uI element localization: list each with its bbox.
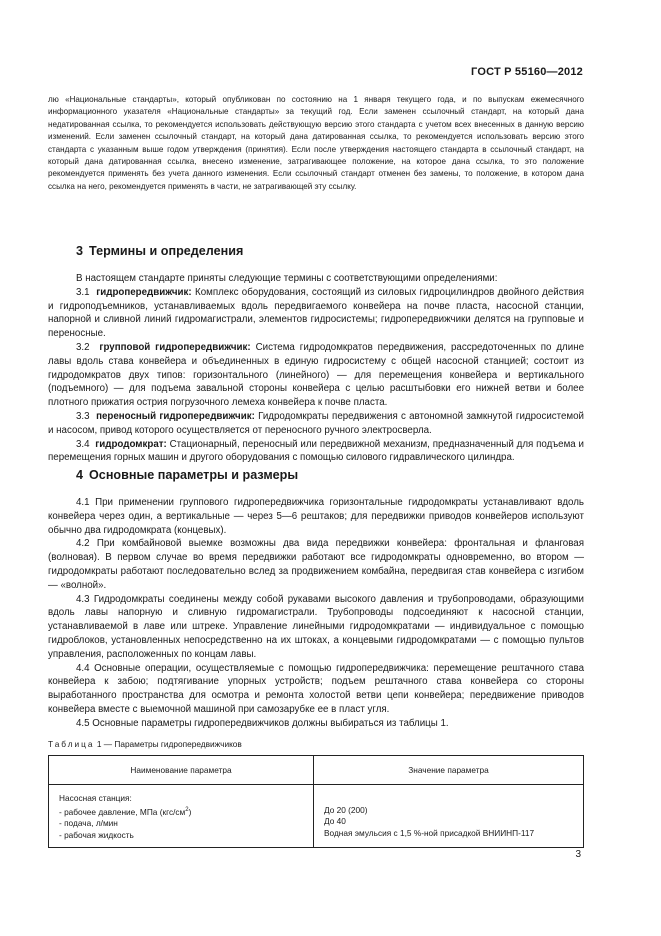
table-header-row [49, 756, 584, 785]
parameter-value: До 20 (200) [324, 804, 368, 815]
term-3-3 [48, 410, 584, 438]
column-header-parameter-value: Значение параметра [314, 756, 584, 785]
parameter-name-tail: ) [188, 806, 192, 817]
section-4-title: Основные параметры и размеры [89, 468, 299, 482]
standard-designation: ГОСТ Р 55160—2012 [471, 66, 583, 78]
page-number: 3 [575, 849, 581, 860]
term-definition: Комплекс оборудования, состоящий из силовых гидроцилиндров двойного действия и гидроподъемников, устанавливаемых вдоль передвигаемого конвейера на почве пласта, насосной станции, напорной и сливной линий гидромагистрали, элементов гидросистемы; гидропередвижчики делятся на групповые и переносные. [48, 286, 584, 340]
parameter-name-text: - рабочее давление, МПа (кгс/см [59, 806, 186, 817]
section-4-heading [76, 468, 298, 482]
term-3-2 [48, 341, 584, 410]
term-name: гидропередвижчик: [96, 286, 192, 298]
section-3-number: 3 [76, 244, 84, 258]
table-1-caption [48, 739, 242, 749]
parameter-value: До 40 [324, 816, 346, 827]
term-3-1 [48, 286, 584, 341]
section-4-number: 4 [76, 468, 84, 482]
term-definition: Стационарный, переносный или передвижной механизм, предназначенный для подъема и перемещения горных машин и другого оборудования с помощью силового гидравлического цилиндра. [48, 438, 585, 464]
paragraph-4-4: 4.4 Основные операции, осуществляемые с помощью гидропередвижчика: перемещение рештачного става конвейера к забою; подтягивание упорных устройств; подъем рештачного става конвейера со стороны выработанного пространства для осмотра и ремонта холостой ветви цепи конвейера; передвижение приводов конвейера вместе с выемочной машиной при самозарубке ее в пласт угля. [48, 662, 584, 715]
parameter-name [59, 805, 305, 818]
term-3-4 [48, 438, 584, 466]
section-3-lead: В настоящем стандарте приняты следующие термины с соответствующими определениями: [76, 273, 498, 284]
term-definition: Система гидродомкратов передвижения, рассредоточенных по длине лавы вдоль става конвейера и объединенных в единую гидросистему с общей насосной станцией; состоит из гидродомкратов двух типов: горизонтального (линейного) — для перемещения конвейера и вертикального (подъемного) — для подъема завальной стороны конвейера с целью расштыбовки его нижней ветви и более плотного прижатия острия погрузочного лемеха конвейера к почве пласта. [48, 341, 585, 409]
term-number: 3.1 [76, 286, 90, 298]
intro-paragraph: лю «Национальные стандарты», который опубликован по состоянию на 1 января текущего года, и по выпускам ежемесячного информационного указателя «Национальные стандарты» за текущий год. Если заменен ссылочный стандарт, на который дана недатированная ссылка, то рекомендуется использовать действующую версию этого стандарта с учетом всех внесенных в данную версию изменений. Если заменен ссылочный стандарт, на который дана датированная ссылка, то рекомендуется использовать версию этого стандарта с указанным выше годом утверждения (принятия). Если после утверждения настоящего стандарта в ссылочный стандарт, на который дана датированная ссылка, внесено изменение, затрагивающее положение, на которое дана ссылка, то это положение рекомендуется применять без учета данного изменения. Если ссылочный стандарт отменен без замены, то положение, в котором дана ссылка на него, рекомендуется применять в части, не затрагивающей эту ссылку. [48, 95, 584, 191]
table-row [49, 785, 584, 848]
table-caption-word: Таблица [48, 739, 95, 749]
parameter-name-cell [49, 785, 314, 848]
column-header-parameter-name: Наименование параметра [49, 756, 314, 785]
term-name: гидродомкрат: [95, 438, 167, 450]
parameters-table [48, 755, 584, 848]
section-4-body [48, 496, 584, 731]
paragraph-4-3: 4.3 Гидродомкраты соединены между собой рукавами высокого давления и трубопроводами, образующими вдоль лавы напорную и сливную гидромагистрали. Трубопроводы подсоединяют к насосной станции, устанавливаемой в лаве или штреке. Управление линейными гидродомкратами — индивидуальное с помощью гидроблоков, установленных непосредственно на их штоках, а концевыми гидродомкратами — с помощью пультов управления, расположенных по концам лавы. [48, 593, 584, 660]
section-3-title: Термины и определения [89, 244, 244, 258]
intro-paragraph-block [48, 94, 584, 193]
term-number: 3.4 [76, 438, 90, 450]
paragraph-4-1: 4.1 При применении группового гидропередвижчика горизонтальные гидродомкраты устанавливают вдоль конвейера через один, а вертикальные — через 5—6 рештаков; для передвижки приводов конвейеров используют обычно два гидродомкрата (концевых). [48, 497, 584, 536]
row-group-label: Насосная станция: [59, 793, 132, 803]
superscript: 2 [185, 806, 189, 813]
term-name: переносный гидропередвижчик: [96, 410, 255, 422]
parameter-value: Водная эмульсия с 1,5 %-ной присадкой ВНИИНП-117 [324, 827, 535, 838]
spacer [324, 793, 575, 805]
table-caption-text: 1 — Параметры гидропередвижчиков [96, 739, 242, 749]
term-number: 3.2 [76, 341, 90, 353]
parameter-name: - подача, л/мин [59, 817, 118, 828]
paragraph-4-5: 4.5 Основные параметры гидропередвижчиков должны выбираться из таблицы 1. [76, 717, 449, 729]
parameter-name: - рабочая жидкость [59, 829, 134, 840]
paragraph-4-2: 4.2 При комбайновой выемке возможны два вида передвижки конвейера: фронтальная и фланговая (волновая). В первом случае во время передвижки работают все гидродомкраты одновременно, во втором — гидродомкраты работают последовательно вслед за продвижением комбайна, передвигая став конвейера с изгибом — «волной». [48, 538, 584, 591]
section-3-heading [76, 244, 243, 258]
term-number: 3.3 [76, 410, 90, 422]
parameter-value-cell [314, 785, 584, 848]
section-3-body [48, 272, 584, 465]
term-name: групповой гидропередвижчик: [99, 341, 251, 353]
term-definition: Гидродомкраты передвижения с автономной замкнутой гидросистемой и насосом, привод которого осуществляется от переносного ручного электросверла. [48, 410, 584, 436]
